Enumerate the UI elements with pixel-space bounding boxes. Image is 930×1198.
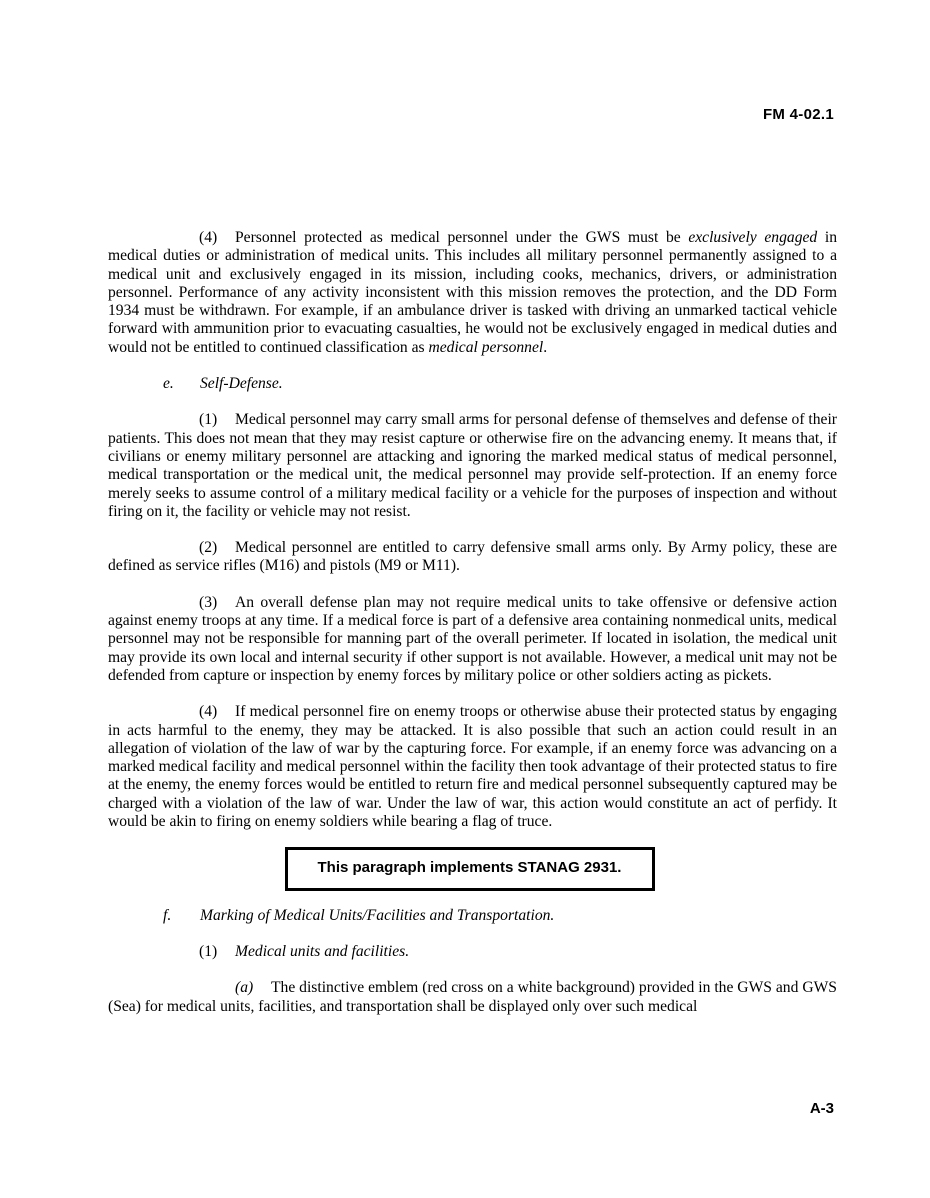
section-e-heading: e. Self-Defense. — [163, 375, 283, 393]
paragraph-number: (1) — [199, 411, 218, 429]
paragraph-number: (3) — [199, 593, 218, 611]
paragraph-number: (a) — [235, 979, 254, 997]
paragraph-e3: (3) An overall defense plan may not require medical units to take offensive or defensive action against enemy troops at any time. If a medical force is part of a defensive area containing nonmedical units, medical personnel may not be responsible for manning part of the overall perimeter. If located in isolation, the medical unit may provide its own local and internal security if other support is not available. However, a medical unit may not be defended from capture or inspection by enemy forces by military police or other soldiers acting as pickets. — [108, 593, 837, 684]
section-f-heading: f. Marking of Medical Units/Facilities and Transportation. — [163, 906, 555, 924]
page-number-footer: A-3 — [809, 1100, 834, 1117]
paragraph-4-exclusively-engaged: (4) Personnel protected as medical personnel under the GWS must be exclusively engaged in medical duties or administration of medical units. This includes all military personnel permanently assigned to a medical unit and exclusively engaged in its mission, including cooks, mechanics, drivers, or administration personnel. Performance of any activity inconsistent with this mission removes the protection, and the DD Form 1934 must be withdrawn. For example, if an ambulance driver is tasked with driving an unmarked tactical vehicle forward with ammunition prior to evacuating casualties, he would not be exclusively engaged in medical duties and would not be entitled to continued classification as medical personnel. — [108, 229, 838, 356]
paragraph-number: (4) — [199, 703, 218, 721]
paragraph-number: (2) — [199, 539, 218, 557]
paragraph-f1a: (a) The distinctive emblem (red cross on a white background) provided in the GWS and GWS (Sea) for medical units, facilities, and transportation shall be displayed only over such medical — [108, 979, 837, 1015]
subsection-f1-heading: (1) Medical units and facilities. — [199, 942, 410, 960]
paragraph-e4: (4) If medical personnel fire on enemy troops or otherwise abuse their protected status by engaging in acts harmful to the enemy, they may be attacked. It is also possible that such an action could result in an allegation of violation of the law of war by the capturing force. For example, if an enemy force was advancing on a marked medical facility and medical personnel within the facility then took advantage of their protected status to fire at the enemy, the enemy forces would be entitled to return fire and medical personnel subsequently captured may be charged with a violation of the law of war. Under the law of war, this action would constitute an act of perfidy. It would be akin to firing on enemy soldiers while bearing a flag of truce. — [108, 703, 837, 831]
paragraph-number: (4) — [199, 229, 218, 246]
paragraph-e1: (1) Medical personnel may carry small arms for personal defense of themselves and defense of their patients. This does not mean that they may resist capture or otherwise fire on the advancing enemy. It means that, if civilians or enemy military personnel are attacking and ignoring the marked medical status of medical personnel, medical transportation or the medical unit, the medical personnel may provide self-protection. If an enemy force merely seeks to assume control of a military medical facility or a vehicle for the purposes of inspection and without firing on it, the facility or vehicle may not resist. — [108, 411, 837, 520]
stanag-notice-box: This paragraph implements STANAG 2931. — [285, 847, 655, 890]
stanag-notice-wrapper — [108, 847, 837, 890]
document-body — [108, 229, 837, 1016]
paragraph-e2: (2) Medical personnel are entitled to carry defensive small arms only. By Army policy, these are defined as service rifles (M16) and pistols (M9 or M11). — [108, 539, 837, 575]
document-id-header: FM 4-02.1 — [762, 106, 834, 123]
